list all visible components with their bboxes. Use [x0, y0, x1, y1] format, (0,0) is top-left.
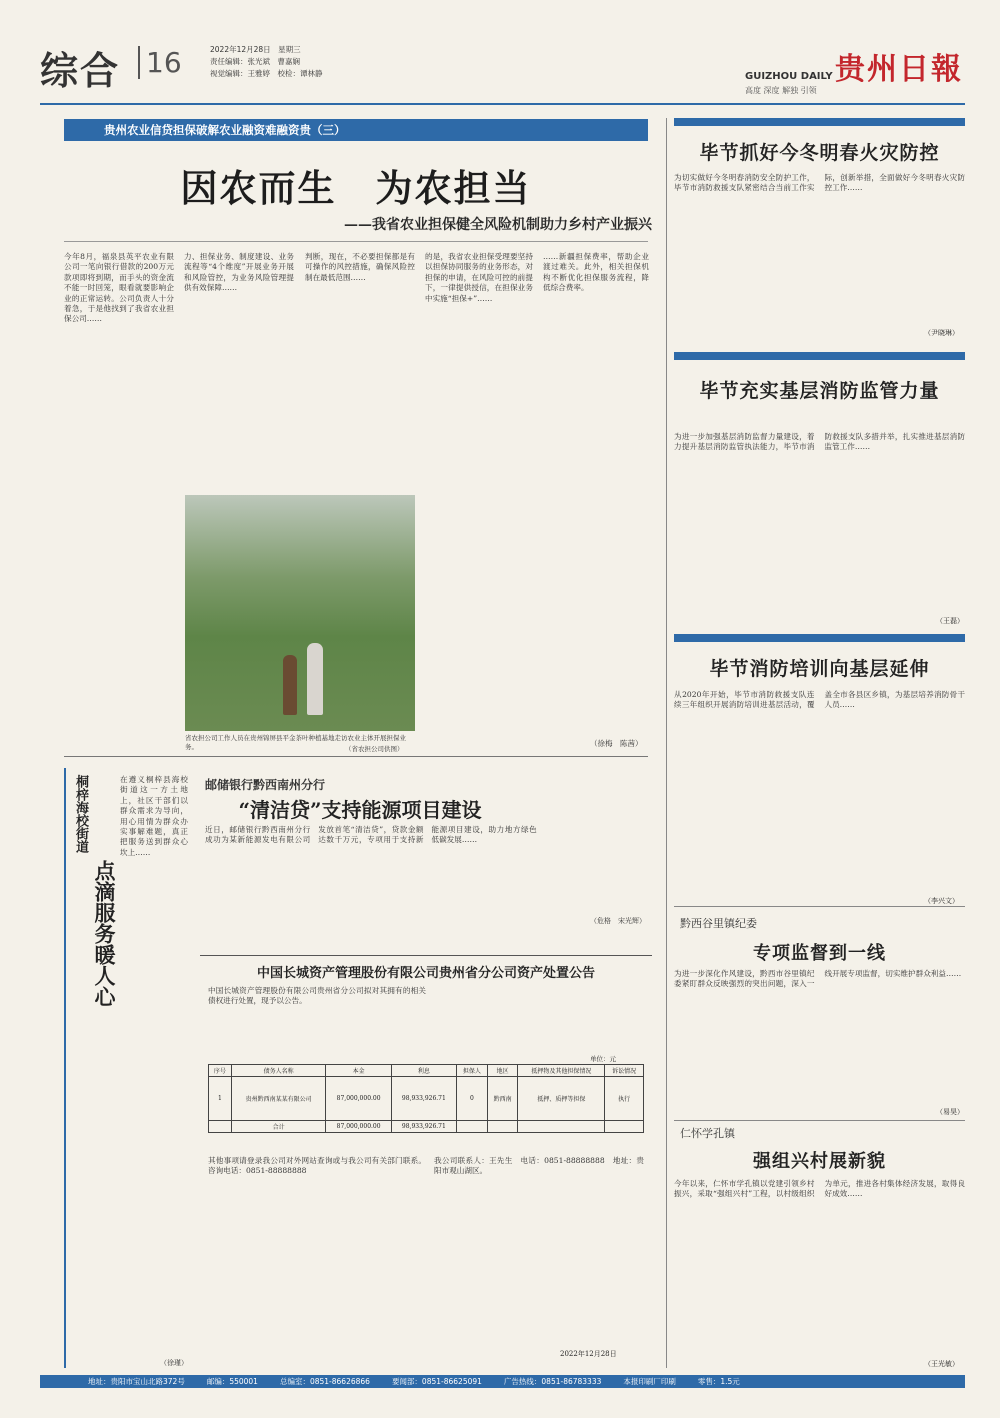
fire-article-3-byline: （李兴文）: [924, 897, 959, 905]
fire-article-2: [674, 352, 965, 632]
lead-column-1: 今年8月，福泉县英平农业有限公司一笔向银行借款的200万元款项即将到期，而手头的资金流不能一时回笼，眼看就要影响企业的正常运转。公司负责人十分着急，于是他找到了我省农业担保公司……: [64, 252, 174, 324]
paper-slogan: 高度 深度 解独 引领: [745, 86, 817, 95]
fire-article-3-topbar: [674, 634, 965, 642]
village-article: [674, 1120, 965, 1369]
notice-date: 2022年12月28日: [560, 1350, 617, 1358]
cell: [605, 1121, 644, 1133]
editor-line-2: 视觉编辑：王雅婷 校检：谭林静: [210, 69, 323, 78]
fire-article-2-byline: （王磊）: [936, 617, 964, 625]
cell: 黔西南: [487, 1077, 518, 1121]
footer-phone-2: 要闻部：0851-86625091: [391, 1377, 482, 1386]
sidebar-byline: （徐瑾）: [160, 1359, 188, 1367]
village-headline: 强组兴村展新貌: [753, 1151, 886, 1172]
photo-caption: 省农担公司工作人员在贵州锦屏县平金茶叶种植基地走访农业主体开展担保业务。: [185, 734, 406, 751]
notice-body-right: 我公司联系人：王先生 电话：0851-88888888 地址：贵阳市观山湖区。: [434, 1156, 644, 1176]
bank-byline: （危格 宋光辉）: [590, 917, 646, 925]
paper-english-name: GUIZHOU DAILY: [745, 71, 833, 82]
village-kicker: 仁怀学孔镇: [680, 1127, 735, 1140]
th-7: 诉讼情况: [605, 1065, 644, 1077]
village-byline: （王光敏）: [924, 1360, 959, 1368]
series-banner-text: 贵州农业信贷担保破解农业融资难融资贵（三）: [104, 123, 346, 137]
lead-bottom-rule: [64, 756, 648, 757]
lead-subheadline: ——我省农业担保健全风险机制助力乡村产业振兴: [344, 217, 652, 233]
fire-article-2-body: 为进一步加强基层消防监督力量建设，着力提升基层消防监管执法能力，毕节市消防救援支队多措并举，扎实推进基层消防监管工作……: [674, 432, 965, 452]
bank-headline: “清洁贷”支持能源项目建设: [238, 798, 482, 822]
cell: 0: [457, 1077, 488, 1121]
photo-person-1: [283, 655, 297, 715]
table-row: [209, 1121, 644, 1133]
fire-article-2-headline: 毕节充实基层消防监管力量: [699, 380, 940, 402]
cell: 抵押、质押等担保: [518, 1077, 605, 1121]
lead-photo: [185, 495, 415, 731]
th-0: 序号: [209, 1065, 232, 1077]
sidebar-kicker: 桐梓海校街道: [73, 775, 88, 853]
issue-date: 2022年12月28日 星期三: [210, 45, 301, 54]
village-body: 今年以来，仁怀市学孔镇以党建引领乡村振兴，采取“强组兴村”工程，以村级组织为单元，推进各村集体经济发展，取得良好成效……: [674, 1179, 965, 1199]
fire-article-1-topbar: [674, 118, 965, 126]
cell: 87,000,000.00: [326, 1121, 391, 1133]
supervision-body: 为进一步深化作风建设，黔西市谷里镇纪委紧盯群众反映强烈的突出问题，深入一线开展专项监督，切实维护群众利益……: [674, 969, 962, 989]
footer-phone-3: 广告热线：0851-86783333: [503, 1377, 602, 1386]
th-5: 地区: [487, 1065, 518, 1077]
footer-price: 零售：1.5元: [697, 1377, 740, 1386]
th-4: 担保人: [457, 1065, 488, 1077]
fire-article-2-topbar: [674, 352, 965, 360]
fire-article-3: [674, 634, 965, 904]
photo-person-2: [307, 643, 323, 715]
notice-title: 中国长城资产管理股份有限公司贵州省分公司资产处置公告: [256, 966, 595, 981]
cell: [487, 1121, 518, 1133]
cell: [457, 1121, 488, 1133]
table-row: [209, 1077, 644, 1121]
th-3: 利息: [391, 1065, 456, 1077]
photo-credit: （省农担公司供图）: [345, 745, 404, 753]
lead-column-3: 判断，现在，不必要担保都是有可操作的风控措施，确保风险控制在最低范围……: [305, 252, 415, 282]
sidebar-body: 在遵义桐梓县海校街道这一方土地上，社区干部们以群众需求为导向，用心用情为群众办实事解难题，真正把服务送到群众心坎上……: [120, 775, 188, 857]
th-1: 债务人名称: [231, 1065, 326, 1077]
lead-rule: [64, 241, 648, 242]
fire-article-3-headline: 毕节消防培训向基层延伸: [709, 658, 930, 680]
notice-intro: 中国长城资产管理股份有限公司贵州省分公司拟对其拥有的相关债权进行处置，现予以公告。: [208, 986, 426, 1006]
masthead-divider: [40, 103, 965, 105]
lead-column-4: 的是，我省农业担保受理要坚持以担保协同服务的业务形态，对担保的申请，在风险可控的前提下，一律提供授信，在担保业务中实施“担保+”……: [425, 252, 533, 303]
supervision-article: [674, 906, 965, 1117]
paper-logo: [835, 44, 963, 87]
cell: 1: [209, 1077, 232, 1121]
lead-column-5: ……新疆担保费率，帮助企业渡过难关。此外，相关担保机构不断优化担保服务流程，降低综合费率。: [543, 252, 649, 293]
th-6: 抵押物及其他担保情况: [518, 1065, 605, 1077]
footer-address: 地址：贵阳市宝山北路372号: [88, 1377, 185, 1386]
fire-article-1-headline: 毕节抓好今冬明春火灾防控: [699, 142, 940, 164]
cell: 98,933,926.71: [391, 1121, 456, 1133]
footer-info: [88, 1375, 968, 1388]
bank-body: 近日，邮储银行黔西南州分行成功为某新能源发电有限公司发放首笔“清洁贷”，贷款金额达数千万元，专项用于支持新能源项目建设，助力地方绿色低碳发展……: [205, 825, 537, 845]
th-2: 本金: [326, 1065, 391, 1077]
cell: [209, 1121, 232, 1133]
page-number: 16: [138, 46, 182, 79]
cell: 87,000,000.00: [326, 1077, 391, 1121]
notice-body-left: 其他事项请登录我公司对外网站查询或与我公司有关部门联系。咨询电话：0851-88888888: [208, 1156, 426, 1176]
notice-table-header: [209, 1065, 644, 1077]
footer-phone-1: 总编室：0851-86626866: [279, 1377, 370, 1386]
series-banner: [64, 119, 648, 141]
right-column-rule: [666, 118, 667, 1368]
sidebar-rule: [64, 768, 66, 1368]
supervision-headline: 专项监督到一线: [753, 943, 886, 964]
footer-printer: 本报印刷厂印刷: [623, 1377, 676, 1386]
cell: 98,933,926.71: [391, 1077, 456, 1121]
lead-column-2: 力、担保业务、制度建设、业务流程等“4个维度”开展业务开展和风险管控，为业务风险管理提供有效保障……: [184, 252, 294, 293]
editor-line-1: 责任编辑：张光斌 曹嘉娴: [210, 57, 300, 66]
supervision-kicker: 黔西谷里镇纪委: [680, 917, 757, 930]
fire-article-3-body: 从2020年开始，毕节市消防救援支队连续三年组织开展消防培训进基层活动，覆盖全市各县区乡镇，为基层培养消防骨干人员……: [674, 690, 965, 710]
bank-kicker: 邮储银行黔西南州分行: [205, 778, 326, 792]
fire-article-1-byline: （尹晓琳）: [924, 329, 959, 337]
fire-article-1: [674, 118, 965, 348]
fire-article-1-body: 为切实做好今冬明春消防安全防护工作，毕节市消防救援支队紧密结合当前工作实际，创新举措，全面做好今冬明春火灾防控工作……: [674, 173, 965, 193]
cell: 贵州黔西南某某有限公司: [231, 1077, 326, 1121]
cell: [518, 1121, 605, 1133]
notice-unit: 单位：元: [590, 1055, 616, 1063]
paper-logo-text: 贵州日報: [835, 52, 963, 87]
notice-table-wrap: [208, 1064, 644, 1133]
section-name: 综合: [40, 49, 121, 93]
notice-box: [200, 955, 652, 1371]
notice-table: [208, 1064, 644, 1133]
footer-postcode: 邮编：550001: [206, 1377, 258, 1386]
masthead: [40, 38, 965, 100]
cell: 合计: [231, 1121, 326, 1133]
supervision-byline: （易昊）: [936, 1108, 964, 1116]
lead-headline: 因农而生 为农担当: [180, 166, 532, 210]
cell: 执行: [605, 1077, 644, 1121]
sidebar-headline: 点滴服务暖人心: [92, 860, 117, 1007]
lead-byline: （徐梅 陈茜）: [590, 739, 643, 748]
